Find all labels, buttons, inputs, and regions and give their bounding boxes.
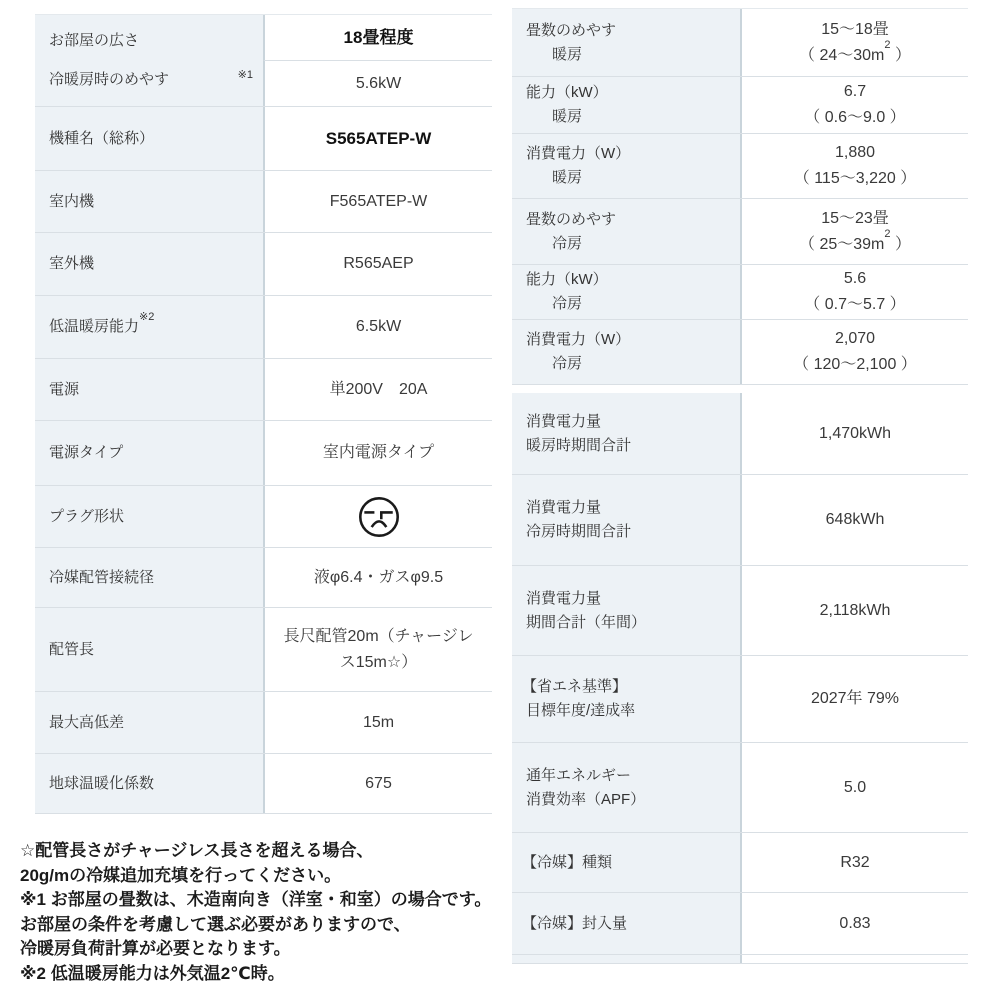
room-size-label (35, 15, 263, 106)
footnote-line: お部屋の条件を考慮して選ぶ必要がありますので、 (20, 914, 411, 934)
spec-row-room-size (35, 15, 492, 107)
gwp-value: 675 (263, 754, 492, 813)
spec-row-capacity-cooling (512, 265, 968, 320)
power-type-value: 室内電源タイプ (263, 421, 492, 485)
spec-row-refrigerant-type (512, 833, 968, 893)
gwp-label: 地球温暖化係数 (35, 754, 263, 813)
capacity-cooling-label: 能力（kW） 冷房 (512, 265, 740, 319)
left-spec-table (35, 14, 492, 814)
energy-cooling-total-label: 消費電力量 冷房時期間合計 (512, 475, 740, 565)
model-name-label: 機種名（総称） (35, 107, 263, 170)
spec-row-power-supply (35, 359, 492, 421)
refrigerant-amount-label: 【冷媒】封入量 (512, 893, 740, 954)
capacity-guide-value: 5.6kW (263, 61, 492, 106)
apf-label: 通年エネルギー 消費効率（APF） (512, 743, 740, 832)
footnote-line: ※2 低温暖房能力は外気温2℃時。 (20, 963, 285, 983)
spec-row-tatami-cooling (512, 199, 968, 265)
footnote-line: 20g/mの冷媒追加充填を行ってください。 (20, 865, 342, 885)
spec-row-power-type (35, 421, 492, 486)
power-supply-label: 電源 (35, 359, 263, 420)
max-height-diff-value: 15m (263, 692, 492, 753)
spec-row-indoor-unit (35, 171, 492, 233)
power-cooling-label: 消費電力（W） 冷房 (512, 320, 740, 384)
spec-row-capacity-heating (512, 77, 968, 134)
refrigerant-amount-value: 0.83 (740, 893, 968, 954)
footnote-line: 冷暖房負荷計算が必要となります。 (20, 939, 291, 958)
spec-row-apf (512, 743, 968, 833)
spec-row-model-name (35, 107, 492, 171)
plug-shape-label: プラグ形状 (35, 486, 263, 547)
power-type-label: 電源タイプ (35, 421, 263, 485)
spec-row-plug-shape (35, 486, 492, 548)
tatami-heating-label: 畳数のめやす 暖房 (512, 9, 740, 76)
pipe-length-value: 長尺配管20m（チャージレス15m☆） (263, 608, 492, 691)
power-supply-value: 単200V 20A (263, 359, 492, 420)
spec-row-power-cooling (512, 320, 968, 385)
spec-row-pipe-length (35, 608, 492, 692)
spec-row-low-temp-heating (35, 296, 492, 359)
pipe-diameter-label: 冷媒配管接続径 (35, 548, 263, 607)
indoor-unit-value: F565ATEP-W (263, 171, 492, 232)
capacity-cooling-value: 5.6 （ 0.7～5.7 ） (740, 265, 968, 319)
square-meter-sup: 2 (884, 39, 891, 52)
spec-row-power-heating (512, 134, 968, 199)
pipe-diameter-value: 液φ6.4・ガスφ9.5 (263, 548, 492, 607)
power-heating-value: 1,880 （ 115～3,220 ） (740, 134, 968, 198)
tatami-cooling-label: 畳数のめやす 冷房 (512, 199, 740, 264)
apf-value: 5.0 (740, 743, 968, 832)
plug-shape-value (263, 486, 492, 547)
low-temp-heating-label: 低温暖房能力$^{※2}$ (35, 296, 263, 358)
energy-standard-value: 2027年 79% (740, 656, 968, 742)
room-size-value: 18畳程度 (263, 15, 492, 61)
footnote-line: ※1 お部屋の畳数は、木造南向き（洋室・和室）の場合です。 (20, 890, 492, 909)
outdoor-unit-value: R565AEP (263, 233, 492, 295)
square-meter-sup: 2 (884, 228, 891, 241)
low-temp-heating-value: 6.5kW (263, 296, 492, 358)
footnote-ref-2: ※2 (139, 311, 155, 323)
energy-annual-total-value: 2,118kWh (740, 566, 968, 655)
tatami-heating-value: 15～18畳 （ $24\sim 30m^2$ ） (740, 9, 968, 76)
spec-row-pipe-diameter (35, 548, 492, 608)
refrigerant-type-label: 【冷媒】種類 (512, 833, 740, 892)
spec-row-partial (512, 955, 968, 964)
spec-row-refrigerant-amount (512, 893, 968, 955)
spec-row-outdoor-unit (35, 233, 492, 296)
right-spec-table (512, 8, 968, 964)
energy-heating-total-value: 1,470kWh (740, 393, 968, 474)
energy-cooling-total-value: 648kWh (740, 475, 968, 565)
capacity-heating-label: 能力（kW） 暖房 (512, 77, 740, 133)
spec-row-energy-cooling-total (512, 475, 968, 566)
indoor-unit-label: 室内機 (35, 171, 263, 232)
energy-annual-total-label: 消費電力量 期間合計（年間） (512, 566, 740, 655)
plug-shape-icon (357, 495, 401, 539)
refrigerant-type-value: R32 (740, 833, 968, 892)
room-size-label-line1: お部屋の広さ (49, 31, 140, 49)
spec-row-gwp (35, 754, 492, 814)
footnote-line: ☆配管長さがチャージレス長さを超える場合、 (20, 841, 374, 860)
power-cooling-value: 2,070 （ 120～2,100 ） (740, 320, 968, 384)
max-height-diff-label: 最大高低差 (35, 692, 263, 753)
energy-heating-total-label: 消費電力量 暖房時期間合計 (512, 393, 740, 474)
spec-row-tatami-heating (512, 9, 968, 77)
tatami-cooling-value: 15～23畳 （ $25\sim 39m^2$ ） (740, 199, 968, 264)
spec-row-energy-standard (512, 656, 968, 743)
spec-row-max-height-diff (35, 692, 492, 754)
footnotes (20, 839, 520, 986)
outdoor-unit-label: 室外機 (35, 233, 263, 295)
energy-standard-label: 【省エネ基準】 目標年度/達成率 (512, 656, 740, 742)
table-section-gap (512, 385, 968, 393)
room-size-label-line2: 冷暖房時のめやす $^{※1}$ (49, 69, 253, 89)
pipe-length-label: 配管長 (35, 608, 263, 691)
spec-row-energy-annual-total (512, 566, 968, 656)
model-name-value: S565ATEP-W (263, 107, 492, 170)
spec-row-energy-heating-total (512, 393, 968, 475)
capacity-heating-value: 6.7 （ 0.6～9.0 ） (740, 77, 968, 133)
power-heating-label: 消費電力（W） 暖房 (512, 134, 740, 198)
room-size-values (263, 15, 492, 106)
